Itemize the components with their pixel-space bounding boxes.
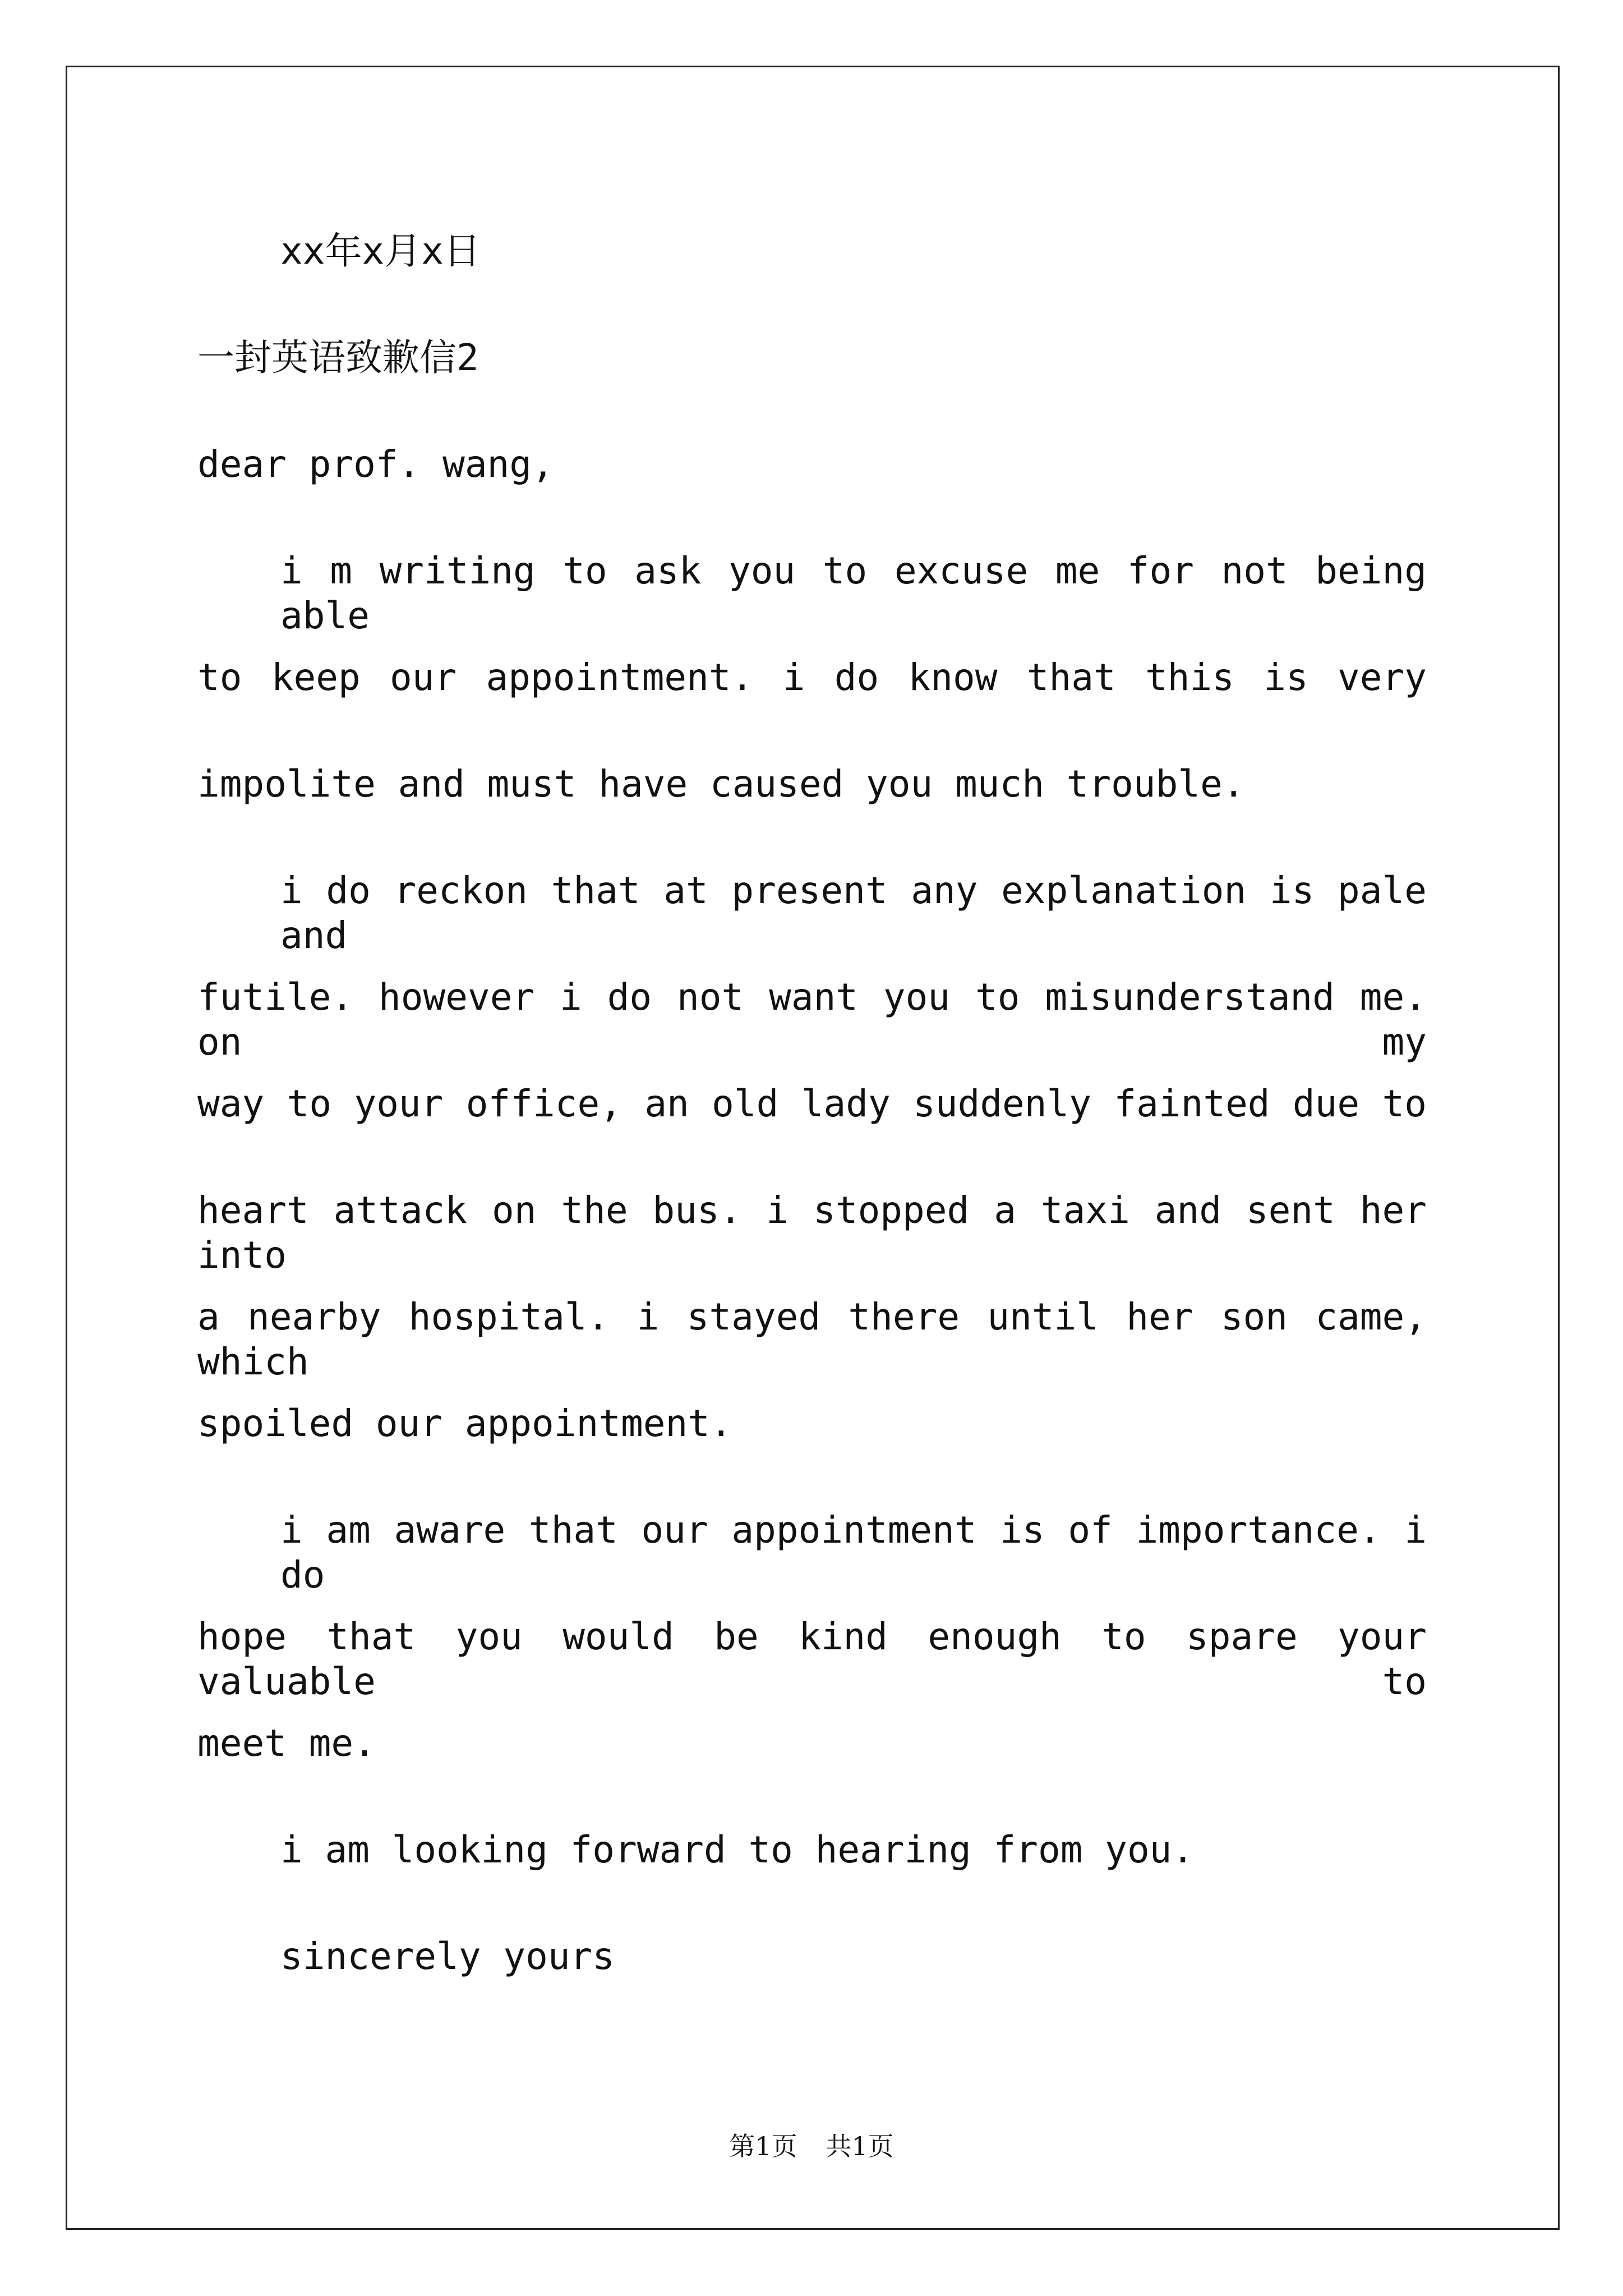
page-footer — [0, 2126, 1623, 2163]
paragraph-2-line-6: spoiled our appointment. — [197, 1402, 732, 1445]
paragraph-2-line-2: futile. however i do not want you to misunderstand me. on my — [197, 976, 1427, 1064]
paragraph-2-line-5: a nearby hospital. i stayed there until her son came, which — [197, 1295, 1427, 1383]
paragraph-1-line-1: i m writing to ask you to excuse me for not being able — [280, 549, 1427, 637]
paragraph-2-line-4: heart attack on the bus. i stopped a taxi and sent her into — [197, 1189, 1427, 1277]
paragraph-3-line-3: meet me. — [197, 1722, 376, 1765]
paragraph-3-line-2: hope that you would be kind enough to spare your valuable to — [197, 1615, 1427, 1703]
paragraph-2-line-1: i do reckon that at present any explanation is pale and — [280, 869, 1427, 957]
document-title: 一封英语致歉信2 — [197, 336, 479, 379]
date-line: xx年x月x日 — [280, 229, 481, 273]
paragraph-1-line-2: to keep our appointment. i do know that this is very — [197, 656, 1427, 699]
page-number-total: 共1页 — [826, 2131, 894, 2161]
salutation: dear prof. wang, — [197, 443, 554, 486]
paragraph-1-line-3: impolite and must have caused you much trouble. — [197, 762, 1245, 806]
paragraph-3-line-1: i am aware that our appointment is of importance. i do — [280, 1508, 1427, 1596]
signoff: sincerely yours — [280, 1935, 615, 1978]
paragraph-2-line-3: way to your office, an old lady suddenly fainted due to — [197, 1082, 1427, 1125]
closing-line: i am looking forward to hearing from you. — [280, 1828, 1195, 1871]
page-border — [66, 66, 1560, 2230]
page-number-current: 第1页 — [729, 2131, 797, 2161]
